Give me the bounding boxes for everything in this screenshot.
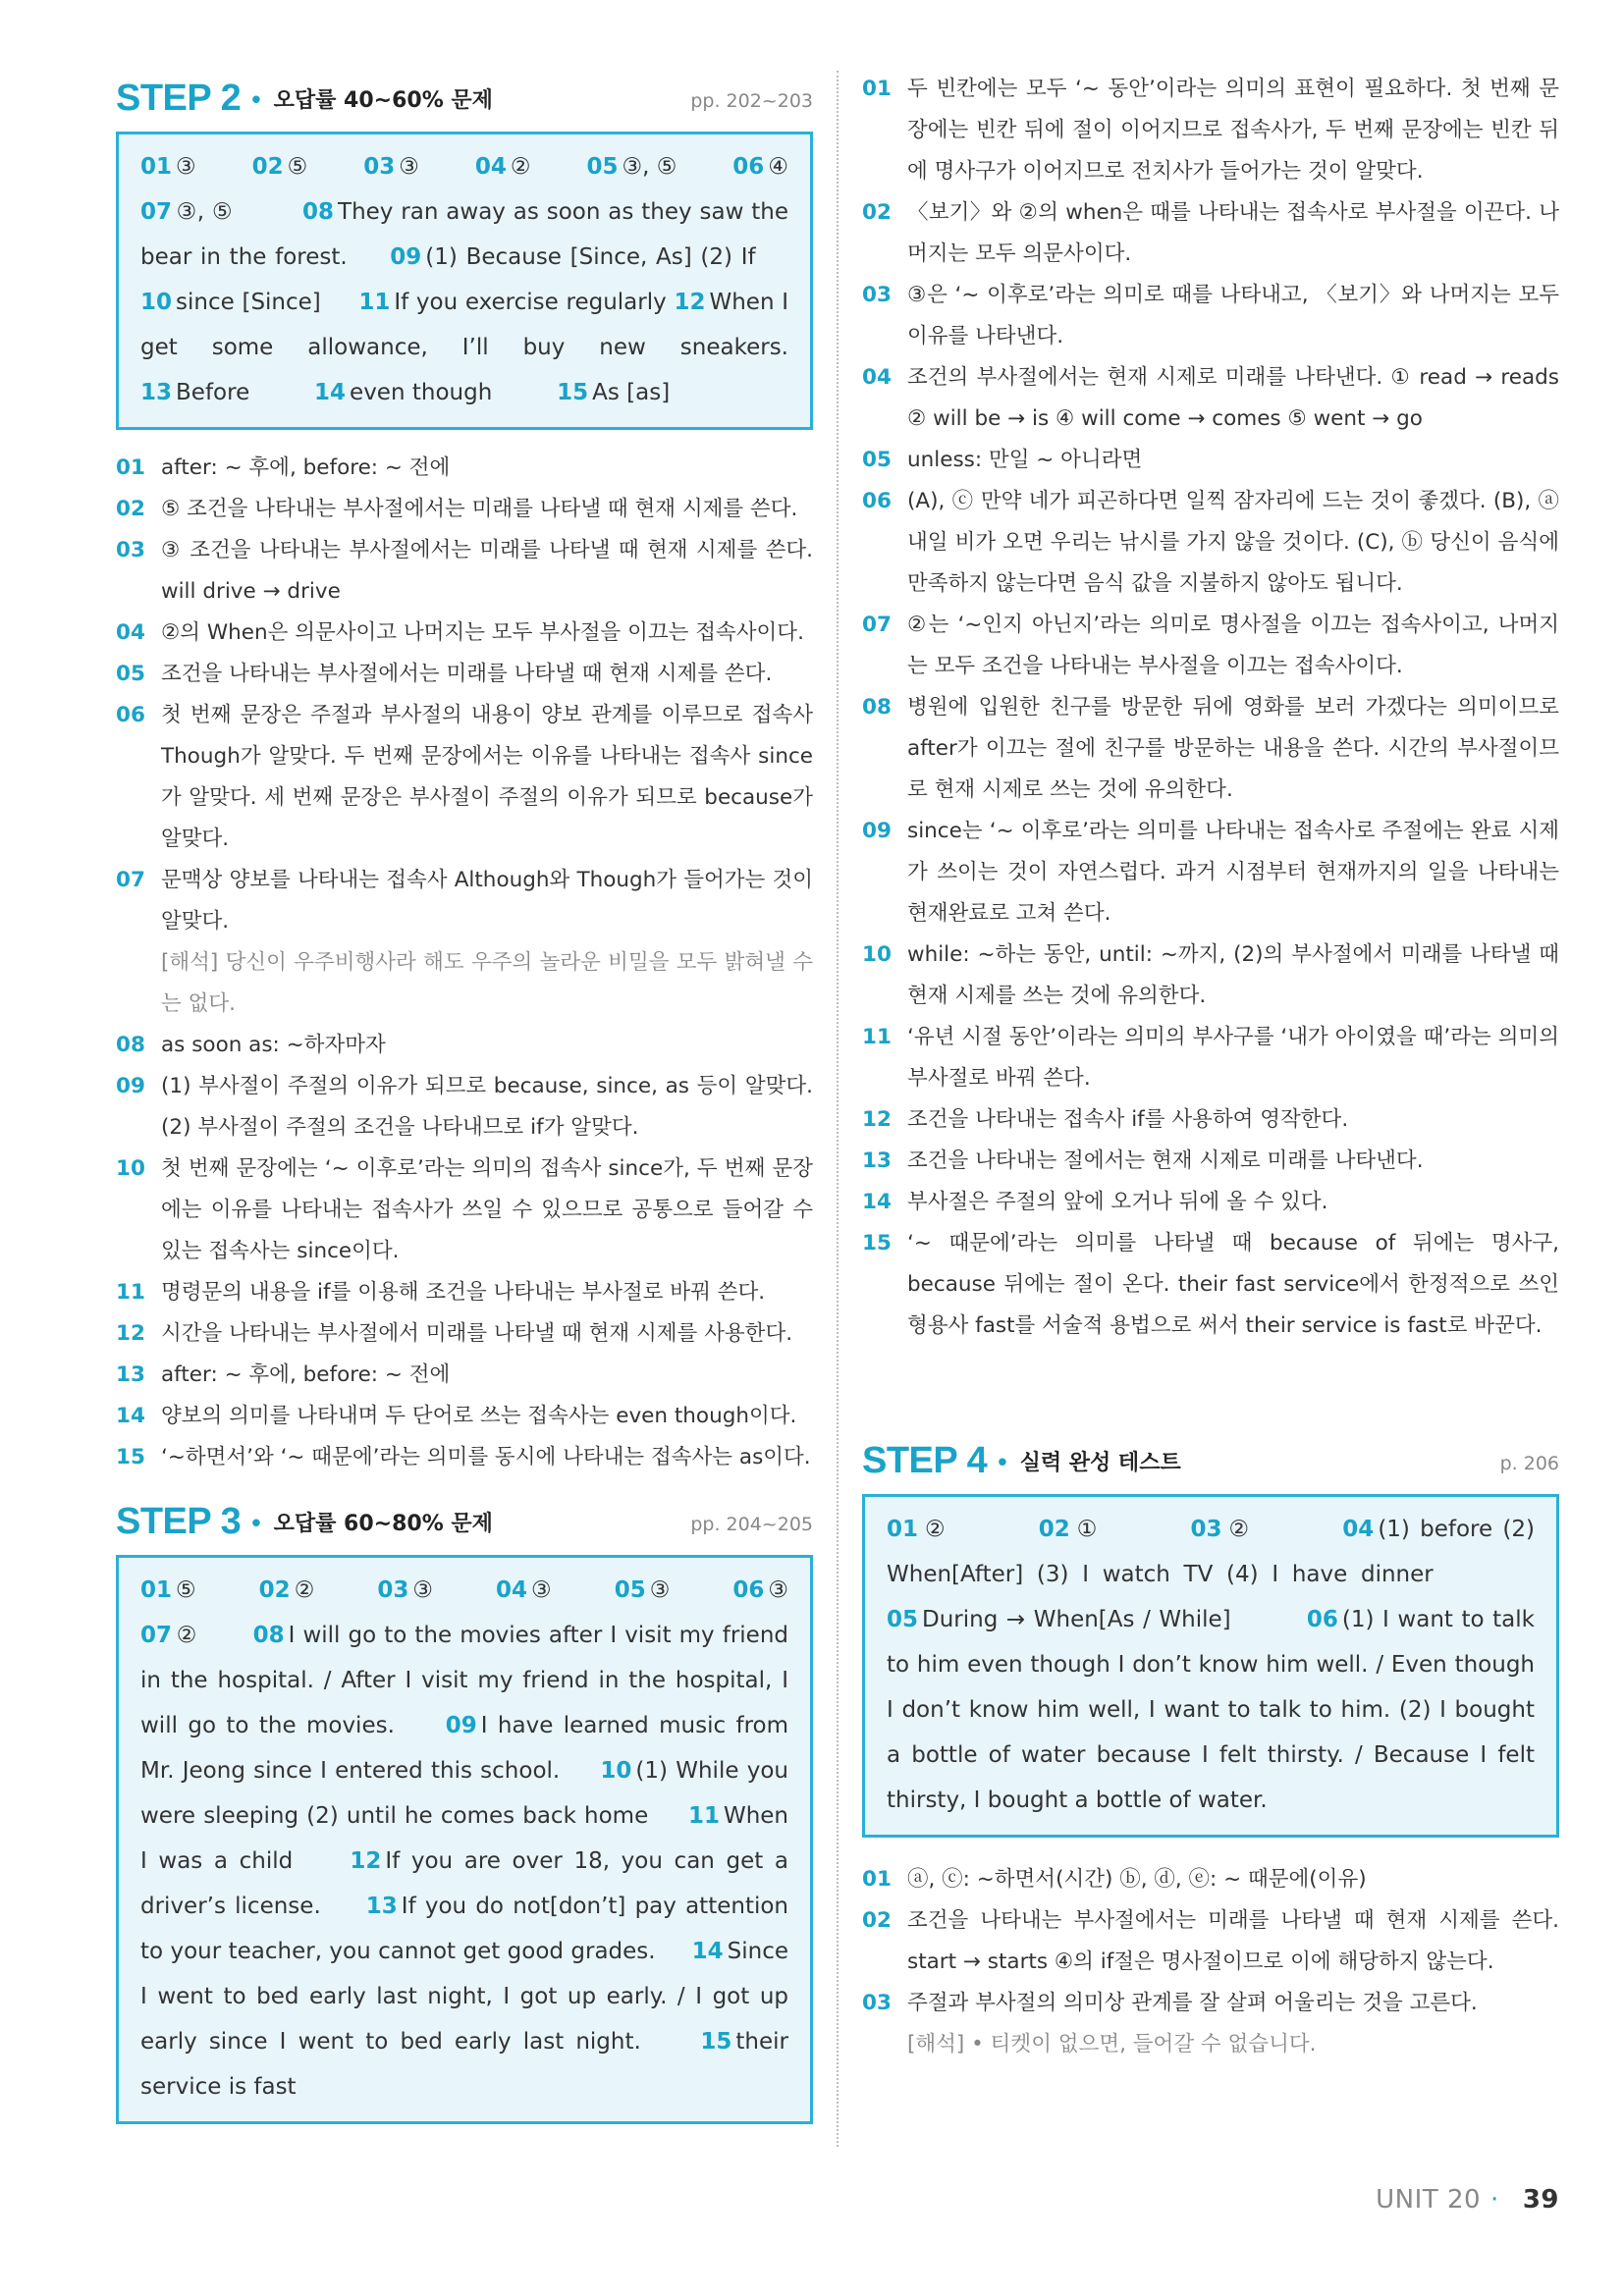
right-column [862,69,1559,2065]
answer-item: 02 ② [258,1577,315,1603]
explanation-text: (1) 부사절이 주절의 이유가 되므로 because, since, as 등이 알맞다. (2) 부사절이 주절의 조건을 나타내므로 if가 알맞다. [161,1074,813,1140]
explanation-text: 주절과 부사절의 의미상 관계를 잘 살펴 어울리는 것을 고른다. [907,1991,1478,2015]
explanation-text: after: ~ 후에, before: ~ 전에 [161,1362,451,1387]
explanation-number: 15 [116,1445,145,1469]
answer-item: 03 ③ [363,154,419,180]
step3-subtitle: 오답률 60~80% 문제 [273,1512,493,1536]
step3-explanations [862,69,1559,1347]
explanation-text: (A), ⓒ 만약 네가 피곤하다면 일찍 잠자리에 드는 것이 좋겠다. (B), ⓐ 내일 비가 오면 우리는 낚시를 가지 않을 것이다. (C), ⓑ 당신이 음식에 만족하지 않는다면 음식 값을 지불하지 않아도 됩니다. [907,489,1559,596]
bullet-dot-icon: • [248,86,264,116]
explanation-text: 양보의 의미를 나타내며 두 단어로 쓰는 접속사는 even though이다. [161,1404,797,1428]
explanation-number: 07 [862,613,892,637]
explanation-item [116,860,813,1025]
explanation-item [862,1859,1559,1900]
explanation-text: 첫 번째 문장은 주절과 부사절의 내용이 양보 관계를 이루므로 접속사 Though가 알맞다. 두 번째 문장에서는 이유를 나타내는 접속사 since가 알맞다. 세 번째 문장은 부사절이 주절의 이유가 되므로 because가 알맞다. [161,703,813,851]
explanation-text: ⓐ, ⓒ: ~하면서(시간) ⓑ, ⓓ, ⓔ: ~ 때문에(이유) [907,1867,1367,1892]
explanation-text: 조건을 나타내는 부사절에서는 미래를 나타낼 때 현재 시제를 쓴다. [161,662,773,686]
explanation-item [862,1099,1559,1141]
explanation-number: 09 [862,819,892,843]
explanation-number: 13 [862,1148,892,1173]
explanation-number: 10 [116,1156,145,1181]
step2-answers-text: 07 ③, ⑤ 08 They ran away as soon as they saw the bear in the forest. 09 (1) Because [Since, As] (2) If 10 since [Since] 11 If you exercise regularly 12 When I get some allowance, I’ll buy new sneakers. 13 Before 14 even though 15 As [as] [140,199,789,405]
step2-title: STEP 2 [116,78,242,119]
step3-pages: pp. 204~205 [690,1514,813,1535]
explanation-number: 11 [862,1025,892,1049]
explanation-text: 병원에 입원한 친구를 방문한 뒤에 영화를 보러 가겠다는 의미이므로 after가 이끄는 절에 친구를 방문하는 내용을 쓴다. 시간의 부사절이므로 현재 시제로 쓰는 것에 유의한다. [907,695,1559,802]
step2-answer-box [116,132,813,430]
explanation-item [862,357,1559,440]
translation-note: [해석] 당신이 우주비행사라 해도 우주의 놀라운 비밀을 모두 밝혀낼 수는 없다. [161,950,813,1016]
explanation-item [116,1272,813,1313]
step2-pages: pp. 202~203 [690,90,813,112]
explanation-number: 12 [862,1107,892,1132]
explanation-item [862,1182,1559,1223]
answer-item: 06 ④ [732,154,788,180]
step2-subtitle: 오답률 40~60% 문제 [273,88,493,113]
explanation-number: 02 [116,497,145,521]
explanation-text: unless: 만일 ~ 아니라면 [907,448,1143,472]
explanation-text: after: ~ 후에, before: ~ 전에 [161,455,451,480]
explanation-text: ⑤ 조건을 나타내는 부사절에서는 미래를 나타낼 때 현재 시제를 쓴다. [161,497,798,521]
explanation-text: ③ 조건을 나타내는 부사절에서는 미래를 나타낼 때 현재 시제를 쓴다. will drive → drive [161,538,813,604]
explanation-item [116,695,813,860]
explanation-number: 01 [116,455,145,480]
explanation-number: 06 [862,489,892,513]
explanation-text: 문맥상 양보를 나타내는 접속사 Although와 Though가 들어가는 것이 알맞다. [161,868,813,934]
answer-item: 04 ③ [496,1577,552,1603]
explanation-item [862,481,1559,605]
explanation-item [116,1313,813,1355]
explanation-number: 13 [116,1362,145,1387]
answer-item: 05 ③, ⑤ [586,154,677,180]
translation-note: [해석] • 티켓이 없으면, 들어갈 수 없습니다. [907,2032,1317,2056]
explanation-number: 05 [862,448,892,472]
answer-item: 05 ③ [614,1577,671,1603]
answer-item: 01 ③ [140,154,196,180]
explanation-item [862,275,1559,357]
column-divider [837,71,839,2147]
explanation-item [862,1017,1559,1099]
explanation-text: ③은 ‘~ 이후로’라는 의미로 때를 나타내고, 〈보기〉와 나머지는 모두 이유를 나타낸다. [907,283,1559,348]
explanation-number: 11 [116,1280,145,1305]
explanation-item [862,811,1559,934]
explanation-item [116,1025,813,1066]
answer-item: 02 ⑤ [251,154,308,180]
explanation-number: 10 [862,942,892,967]
explanation-item [862,934,1559,1017]
bullet-dot-icon: • [248,1510,264,1539]
explanation-text: 〈보기〉와 ②의 when은 때를 나타내는 접속사로 부사절을 이끈다. 나머지는 모두 의문사이다. [907,200,1559,266]
explanation-text: 조건을 나타내는 접속사 if를 사용하여 영작한다. [907,1107,1349,1132]
explanation-number: 07 [116,868,145,892]
answer-item: 03 ③ [377,1577,433,1603]
step2-header [116,69,813,120]
explanation-item [862,1983,1559,2065]
explanation-text: since는 ‘~ 이후로’라는 의미를 나타내는 접속사로 주절에는 완료 시제가 쓰이는 것이 자연스럽다. 과거 시점부터 현재까지의 일을 나타내는 현재완료로 고쳐 쓴다. [907,819,1559,926]
step4-answer-box: 01 ② 02 ① 03 ② 04 (1) before (2) When[After] (3) I watch TV (4) I have dinner 05 During → When[As / While] 06 (1) I want to talk to him even though I don’t know him well. / Even though I don’t know him well, I want to talk to him. (2) I bought a bottle of water because I felt thirsty. / Because I felt thirsty, I bought a bottle of water. [862,1494,1559,1838]
explanation-text: 조건을 나타내는 부사절에서는 미래를 나타낼 때 현재 시제를 쓴다. start → starts ④의 if절은 명사절이므로 이에 해당하지 않는다. [907,1908,1559,1974]
explanation-text: 명령문의 내용을 if를 이용해 조건을 나타내는 부사절로 바꿔 쓴다. [161,1280,766,1305]
explanation-number: 05 [116,662,145,686]
step3-answers-row [140,1568,788,1613]
answer-item: 06 ③ [732,1577,788,1603]
step3-answers-text: 07 ② 08 I will go to the movies after I visit my friend in the hospital. / After I visit my friend in the hospital, I will go to the movies. 09 I have learned music from Mr. Jeong since I entered this school. 10 (1) While you were sleeping (2) until he comes back home 11 When I was a child 12 If you are over 18, you can get a driver’s license. 13 If you do not[don’t] pay attention to your teacher, you cannot get good grades. 14 Since I went to bed early last night, I got up early. / I got up early since I went to bed early last night. 15 their service is fast [140,1623,789,2100]
explanation-text: ‘~하면서’와 ‘~ 때문에’라는 의미를 동시에 나타내는 접속사는 as이다. [161,1445,811,1469]
explanation-item [116,1437,813,1478]
explanation-number: 14 [862,1190,892,1214]
explanation-number: 03 [862,283,892,307]
unit-label: UNIT 20 [1376,2185,1482,2215]
bullet-dot-icon: • [995,1449,1010,1478]
explanation-text: 부사절은 주절의 앞에 오거나 뒤에 올 수 있다. [907,1190,1328,1214]
explanation-item [862,69,1559,192]
explanation-text: ‘유년 시절 동안’이라는 의미의 부사구를 ‘내가 아이였을 때’라는 의미의 부사절로 바꿔 쓴다. [907,1025,1559,1091]
explanation-number: 01 [862,1867,892,1892]
step2-answers-row [140,144,788,189]
explanation-number: 04 [862,365,892,390]
explanation-item [116,1355,813,1396]
answer-item: 01 ⑤ [140,1577,196,1603]
explanation-number: 08 [116,1033,145,1057]
explanation-text: ‘~ 때문에’라는 의미를 나타낼 때 because of 뒤에는 명사구, because 뒤에는 절이 온다. their fast service에서 한정적으로 쓰인 형용사 fast를 서술적 용법으로 써서 their service is fast로 바꾼다. [907,1231,1559,1338]
explanation-number: 04 [116,620,145,645]
explanation-item [862,1141,1559,1182]
step3-title: STEP 3 [116,1501,242,1542]
explanation-number: 03 [116,538,145,562]
explanation-number: 09 [116,1074,145,1098]
explanation-item [116,613,813,654]
explanation-text: as soon as: ~하자마자 [161,1033,386,1057]
explanation-text: 두 빈칸에는 모두 ‘~ 동안’이라는 의미의 표현이 필요하다. 첫 번째 문장에는 빈칸 뒤에 절이 이어지므로 접속사가, 두 번째 문장에는 빈칸 뒤에 명사구가 이어지므로 전치사가 들어가는 것이 알맞다. [907,77,1559,184]
explanation-item [116,530,813,613]
explanation-text: while: ~하는 동안, until: ~까지, (2)의 부사절에서 미래를 나타낼 때 현재 시제를 쓰는 것에 유의한다. [907,942,1559,1008]
explanation-item [116,448,813,489]
explanation-number: 12 [116,1321,145,1346]
explanation-item [862,605,1559,687]
step3-answer-box [116,1555,813,2124]
explanation-number: 02 [862,1908,892,1933]
explanation-item [116,1396,813,1437]
explanation-number: 15 [862,1231,892,1255]
explanation-item [116,1148,813,1272]
explanation-number: 03 [862,1991,892,2015]
explanation-number: 02 [862,200,892,225]
explanation-item [116,654,813,695]
explanation-item [862,1900,1559,1983]
left-column [116,69,813,2124]
step2-explanations [116,448,813,1478]
step3-header [116,1492,813,1543]
explanation-number: 14 [116,1404,145,1428]
explanation-text: ②의 When은 의문사이고 나머지는 모두 부사절을 이끄는 접속사이다. [161,620,804,645]
explanation-number: 08 [862,695,892,720]
step4-header [862,1431,1559,1482]
explanation-text: ②는 ‘~인지 아닌지’라는 의미로 명사절을 이끄는 접속사이고, 나머지는 모두 조건을 나타내는 부사절을 이끄는 접속사이다. [907,613,1559,678]
page-footer [1376,2185,1559,2215]
explanation-text: 첫 번째 문장에는 ‘~ 이후로’라는 의미의 접속사 since가, 두 번째 문장에는 이유를 나타내는 접속사가 쓰일 수 있으므로 공통으로 들어갈 수 있는 접속사는 since이다. [161,1156,813,1263]
explanation-item [862,440,1559,481]
explanation-text: 조건의 부사절에서는 현재 시제로 미래를 나타낸다. ① read → reads ② will be → is ④ will come → comes ⑤ went → go [907,365,1559,431]
step4-explanations [862,1859,1559,2065]
page-number: 39 [1522,2185,1559,2215]
explanation-item [862,1223,1559,1347]
explanation-item [862,192,1559,275]
step4-pages: p. 206 [1499,1453,1559,1474]
explanation-item [116,489,813,530]
explanation-number: 06 [116,703,145,727]
explanation-text: 시간을 나타내는 부사절에서 미래를 나타낼 때 현재 시제를 사용한다. [161,1321,793,1346]
step4-title: STEP 4 [862,1440,988,1481]
explanation-item [116,1066,813,1148]
answer-item: 04 ② [474,154,531,180]
step4-subtitle: 실력 완성 테스트 [1019,1451,1181,1475]
separator-dot-icon: · [1490,2185,1499,2215]
explanation-text: 조건을 나타내는 절에서는 현재 시제로 미래를 나타낸다. [907,1148,1424,1173]
explanation-number: 01 [862,77,892,101]
explanation-item [862,687,1559,811]
